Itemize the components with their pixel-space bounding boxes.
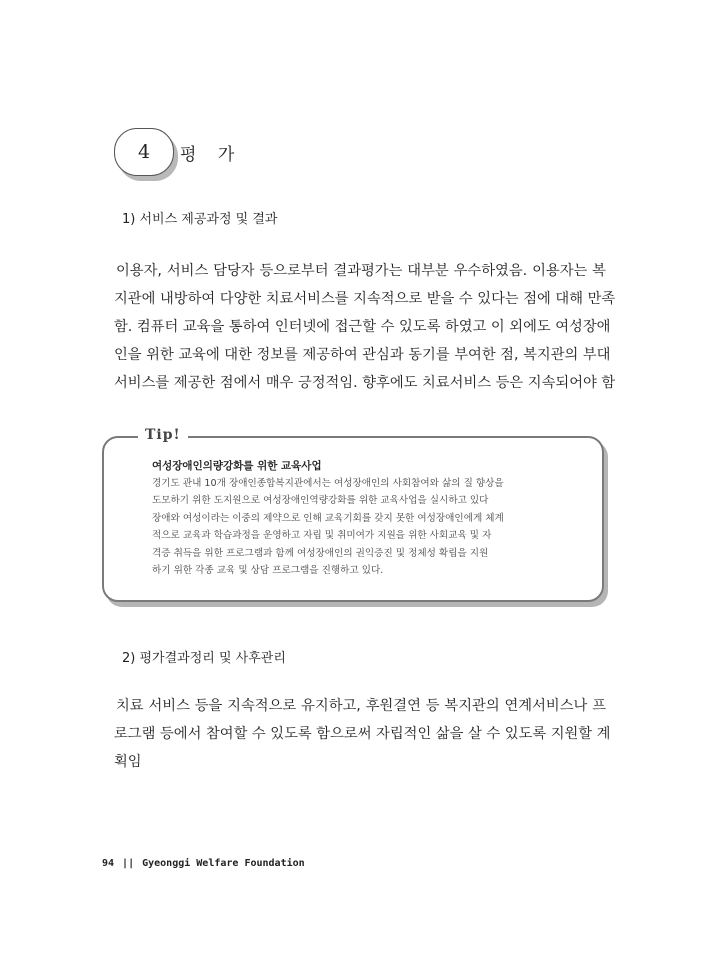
tip-line: 적으로 교육과 학습과정을 운영하고 자립 및 취미여가 지원을 위한 사회교육 및 자 — [152, 530, 492, 542]
body-line: 이용자, 서비스 담당자 등으로부터 결과평가는 대부분 우수하였음. 이용자는 복 — [116, 263, 606, 279]
body-line: 인을 위한 교육에 대한 정보를 제공하여 관심과 동기를 부여한 점, 복지관의 부대 — [114, 347, 611, 363]
body-line: 치료 서비스 등을 지속적으로 유지하고, 후원결연 등 복지관의 연계서비스나 프 — [116, 698, 606, 714]
page-footer — [102, 858, 305, 869]
subsection-1-body — [114, 257, 616, 397]
tip-line: 경기도 관내 10개 장애인종합복지관에서는 여성장애인의 사회참여와 삶의 질 향상을 — [152, 478, 504, 489]
tip-title: 여성장애인의량강화를 위한 교육사업 — [152, 460, 322, 472]
section-heading — [112, 126, 412, 180]
page-number: 94 — [102, 858, 115, 869]
body-line: 지관에 내방하여 다양한 치료서비스를 지속적으로 받을 수 있다는 점에 대해 만족 — [114, 291, 616, 307]
body-line: 로그램 등에서 참여할 수 있도록 함으로써 자립적인 삶을 살 수 있도록 지원할 계 — [114, 726, 611, 742]
tip-line: 장애와 여성이라는 이중의 제약으로 인해 교육기회를 갖지 못한 여성장애인에게 체계 — [152, 512, 504, 524]
footer-separator: || — [122, 858, 135, 869]
subsection-1-title: 1) 서비스 제공과정 및 결과 — [122, 212, 278, 227]
body-line: 함. 컴퓨터 교육을 통하여 인터넷에 접근할 수 있도록 하였고 이 외에도 여성장애 — [114, 319, 611, 335]
section-title: 평 가 — [180, 145, 243, 165]
tip-line: 하기 위한 각종 교육 및 상담 프로그램을 진행하고 있다. — [152, 565, 384, 577]
subsection-2-body — [114, 692, 611, 776]
body-line: 획임 — [114, 754, 142, 770]
body-line: 서비스를 제공한 점에서 매우 긍정적임. 향후에도 치료서비스 등은 지속되어야 함 — [114, 375, 616, 391]
section-number-badge — [114, 128, 174, 176]
publisher-name: Gyeonggi Welfare Foundation — [142, 858, 305, 869]
tip-line: 격증 취득을 위한 프로그램과 함께 여성장애인의 권익증진 및 정체성 확립을 지원 — [152, 547, 489, 559]
tip-label: Tip! — [138, 427, 188, 443]
tip-line: 도모하기 위한 도지원으로 여성장애인역량강화를 위한 교육사업을 실시하고 있다 — [152, 495, 489, 507]
tip-content — [152, 458, 562, 579]
subsection-2-title: 2) 평가결과정리 및 사후관리 — [122, 651, 286, 666]
section-number: 4 — [137, 141, 151, 163]
